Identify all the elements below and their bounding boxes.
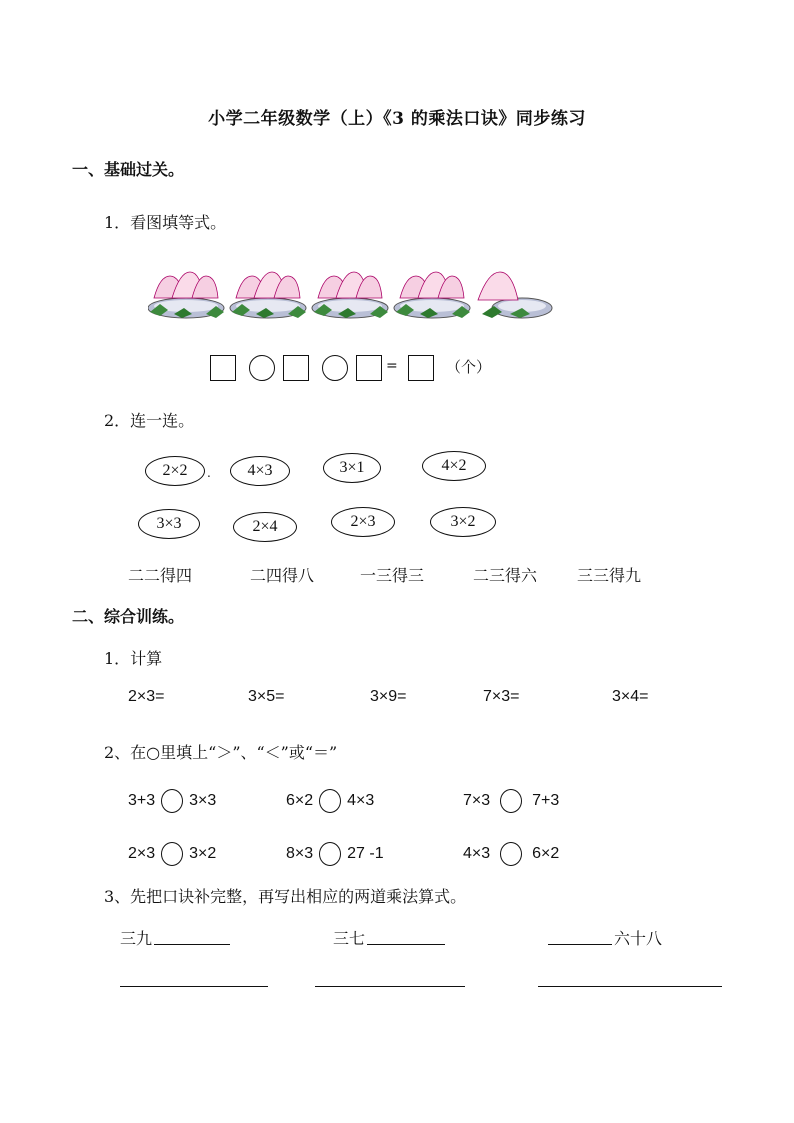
phrase-3[interactable]: 一三得三 xyxy=(360,566,425,585)
compare-circle[interactable] xyxy=(319,789,341,813)
calc-label: 1．计算 xyxy=(104,649,163,668)
mnemonic-blank-2[interactable] xyxy=(367,944,445,945)
compare-left: 4×3 xyxy=(463,845,491,863)
compare-right: 6×2 xyxy=(532,845,560,863)
plate-icon-1 xyxy=(148,272,224,318)
plate-icon-3 xyxy=(312,272,388,318)
section-1-heading: 一、基础过关。 xyxy=(72,160,185,179)
answer-box-result[interactable] xyxy=(408,355,434,381)
compare-circle[interactable] xyxy=(161,789,183,813)
oval-bottom-4[interactable]: 3×2 xyxy=(430,507,496,537)
phrase-2[interactable]: 二四得八 xyxy=(250,566,315,585)
oval-top-3[interactable]: 3×1 xyxy=(323,453,381,483)
answer-box-1[interactable] xyxy=(210,355,236,381)
mnemonic-suffix-3: 六十八 xyxy=(614,929,663,948)
compare-item[interactable] xyxy=(463,842,559,866)
calc-item-1[interactable]: 2×3= xyxy=(128,688,165,705)
compare-circle[interactable] xyxy=(319,842,341,866)
compare-label: 2、在○里填上“＞”、“＜”或“＝” xyxy=(104,743,338,762)
section-2-heading: 二、综合训练。 xyxy=(72,607,185,626)
mnemonic-blank-1[interactable] xyxy=(154,944,230,945)
unit-label: （个） xyxy=(446,358,492,376)
equals-sign: = xyxy=(386,358,398,374)
question-2-label: 2．连一连。 xyxy=(104,411,195,430)
equation-blank-2[interactable] xyxy=(315,986,465,987)
peach-buns-plates xyxy=(148,262,558,332)
compare-item[interactable] xyxy=(128,789,216,813)
oval-bottom-2[interactable]: 2×4 xyxy=(233,512,297,542)
plate-icon-4 xyxy=(394,272,470,318)
calc-item-5[interactable]: 3×4= xyxy=(612,688,649,705)
compare-circle[interactable] xyxy=(161,842,183,866)
answer-box-2[interactable] xyxy=(283,355,309,381)
compare-left: 2×3 xyxy=(128,845,156,863)
oval-bottom-1[interactable]: 3×3 xyxy=(138,509,200,539)
compare-right: 7+3 xyxy=(532,792,560,810)
plate-icon-2 xyxy=(230,272,306,318)
plate-icon-5 xyxy=(478,272,552,318)
compare-right: 4×3 xyxy=(347,792,375,810)
dot-mark: . xyxy=(207,466,211,480)
oval-top-2[interactable]: 4×3 xyxy=(230,456,290,486)
mnemonic-label: 3、先把口诀补完整，再写出相应的两道乘法算式。 xyxy=(104,887,467,906)
answer-box-3[interactable] xyxy=(356,355,382,381)
question-1-label: 1．看图填等式。 xyxy=(104,213,227,232)
compare-right: 3×2 xyxy=(189,845,217,863)
compare-circle[interactable] xyxy=(500,789,522,813)
operator-circle-1[interactable] xyxy=(249,355,275,381)
oval-top-1[interactable]: 2×2 xyxy=(145,456,205,486)
compare-item[interactable] xyxy=(463,789,559,813)
calc-item-2[interactable]: 3×5= xyxy=(248,688,285,705)
operator-circle-2[interactable] xyxy=(322,355,348,381)
phrase-5[interactable]: 三三得九 xyxy=(577,566,642,585)
compare-circle[interactable] xyxy=(500,842,522,866)
calc-item-3[interactable]: 3×9= xyxy=(370,688,407,705)
compare-left: 7×3 xyxy=(463,792,491,810)
compare-right: 27 -1 xyxy=(347,845,384,863)
oval-bottom-3[interactable]: 2×3 xyxy=(331,507,395,537)
compare-left: 6×2 xyxy=(286,792,314,810)
compare-right: 3×3 xyxy=(189,792,217,810)
phrase-1[interactable]: 二二得四 xyxy=(128,566,193,585)
compare-item[interactable] xyxy=(286,789,374,813)
compare-left: 3+3 xyxy=(128,792,156,810)
equation-blank-1[interactable] xyxy=(120,986,268,987)
compare-item[interactable] xyxy=(286,842,384,866)
mnemonic-prefix-2: 三七 xyxy=(333,929,366,948)
compare-left: 8×3 xyxy=(286,845,314,863)
phrase-4[interactable]: 二三得六 xyxy=(473,566,538,585)
oval-top-4[interactable]: 4×2 xyxy=(422,451,486,481)
equation-blank-3[interactable] xyxy=(538,986,722,987)
page-title: 小学二年级数学（上）《3 的乘法口诀》同步练习 xyxy=(208,109,586,129)
compare-item[interactable] xyxy=(128,842,216,866)
mnemonic-prefix-1: 三九 xyxy=(120,929,153,948)
mnemonic-blank-3[interactable] xyxy=(548,944,612,945)
calc-item-4[interactable]: 7×3= xyxy=(483,688,520,705)
